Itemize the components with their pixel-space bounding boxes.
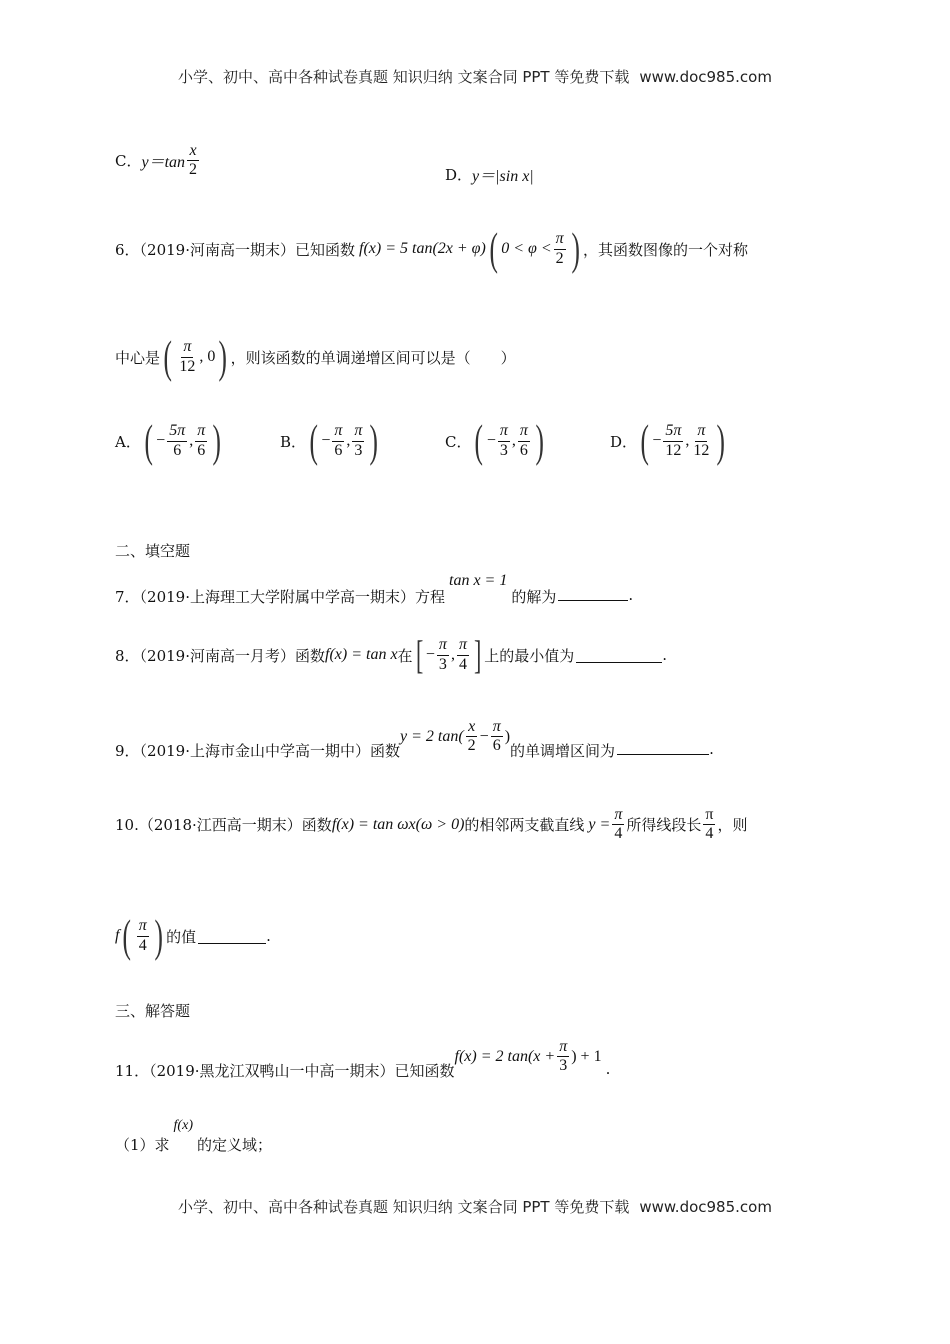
fraction: [332, 422, 344, 460]
question-text: 在: [397, 646, 413, 665]
right-paren: ): [535, 415, 544, 466]
question-text: 6．（2019·河南高一期末）已知函数: [115, 240, 355, 259]
numerator: π: [437, 636, 449, 655]
q8: [115, 632, 668, 677]
denominator: 12: [665, 441, 682, 459]
question-text: 11．（2019·黑龙江双鸭山一中高一期末）已知函数: [115, 1062, 455, 1080]
option-label: A．: [115, 432, 141, 451]
minus-sign: −: [156, 432, 166, 449]
answer-blank[interactable]: [617, 740, 709, 755]
numerator: π: [491, 718, 503, 737]
fraction: [554, 230, 566, 268]
numerator: π: [518, 422, 530, 441]
math-function: f(x): [173, 1118, 193, 1133]
question-text: 的单调增区间为: [510, 742, 616, 760]
denominator: 4: [614, 825, 623, 843]
comma: ,: [450, 646, 455, 663]
section-heading: 三、解答题: [115, 1002, 191, 1020]
question-text: 的值: [166, 927, 197, 946]
question-text: ，则: [717, 816, 748, 835]
denominator: 6: [173, 441, 182, 459]
numerator: π: [612, 806, 624, 825]
option-label: C．: [445, 432, 472, 451]
numerator: 5π: [663, 422, 683, 441]
option-b[interactable]: [280, 415, 445, 466]
numerator: π: [137, 917, 149, 936]
fraction: [691, 422, 711, 460]
minus-sign: −: [479, 727, 489, 745]
period: .: [266, 927, 271, 945]
fraction: [612, 806, 624, 844]
minus-sign: −: [486, 432, 496, 449]
minus-sign: −: [652, 432, 662, 449]
math-function: f(x) = 5 tan(2x + φ): [359, 240, 486, 257]
denominator: 6: [492, 737, 501, 755]
left-bracket: [: [415, 632, 423, 677]
denominator: 3: [354, 441, 363, 459]
q6-options: [115, 415, 755, 466]
math-text: f(x) = 2 tan(x +: [454, 1047, 556, 1065]
option-label: D．: [610, 432, 638, 451]
denominator: 3: [559, 1057, 568, 1075]
math-text: , 0: [199, 348, 216, 365]
question-text: 上的最小值为: [484, 646, 575, 665]
q6-stem-line1: [115, 223, 748, 274]
question-text: 9．（2019·上海市金山中学高一期中）函数: [115, 742, 400, 760]
numerator: 5π: [167, 422, 187, 441]
numerator: π: [498, 422, 510, 441]
numerator: π: [554, 230, 566, 249]
left-paren: (: [489, 223, 498, 274]
fraction: [663, 422, 683, 460]
fraction: [457, 636, 469, 674]
answer-blank[interactable]: [576, 648, 662, 663]
numerator: π: [181, 338, 193, 357]
right-paren: ): [369, 415, 379, 466]
denominator: 2: [189, 161, 198, 179]
comma: ,: [685, 432, 690, 449]
question-text: 的定义域；: [196, 1136, 272, 1154]
comma: ,: [346, 432, 351, 449]
question-text: 7．（2019·上海理工大学附属中学高一期末）方程: [115, 588, 445, 606]
fraction: [557, 1038, 569, 1076]
fraction: [177, 338, 197, 376]
math-text: y =: [588, 815, 611, 833]
left-paren: (: [163, 331, 172, 382]
right-paren: ): [218, 331, 228, 382]
question-text: 10.（2018·江西高一期末）函数: [115, 816, 332, 835]
q5-option-c: [115, 142, 201, 180]
numerator: x: [466, 718, 477, 737]
fraction: [491, 718, 503, 756]
fraction: [466, 718, 478, 756]
q6-stem-line2: [115, 331, 516, 382]
option-c[interactable]: [445, 415, 610, 466]
q9: [115, 718, 714, 761]
denominator: 12: [693, 441, 710, 459]
denominator: 4: [705, 825, 714, 843]
q7: [115, 572, 633, 607]
period: .: [605, 1060, 611, 1078]
q11: [115, 1038, 610, 1081]
denominator: 3: [438, 655, 447, 673]
minus-sign: −: [321, 432, 331, 449]
period: .: [662, 646, 668, 664]
footer-banner: [0, 1196, 950, 1217]
q5-option-d: [445, 163, 534, 186]
header-text: 小学、初中、高中各种试卷真题 知识归纳 文案合同 PPT 等免费下载: [178, 68, 630, 86]
answer-blank[interactable]: [198, 929, 266, 944]
fraction: [352, 422, 364, 460]
right-paren: ): [716, 415, 726, 466]
right-paren: ): [571, 223, 580, 274]
q10-stem-line1: [115, 806, 747, 844]
section-heading: 二、填空题: [115, 542, 191, 560]
period: .: [628, 586, 634, 604]
question-text: 的相邻两支截直线: [464, 816, 585, 835]
answer-blank[interactable]: [558, 586, 628, 601]
denominator: 4: [138, 936, 147, 954]
left-paren: (: [309, 415, 318, 466]
question-text: 的解为: [511, 588, 557, 606]
question-text: （1）求: [115, 1136, 170, 1154]
math-function: f(x) = tan x: [325, 646, 398, 663]
question-text: ，其函数图像的一个对称: [582, 240, 748, 259]
left-paren: (: [640, 415, 649, 466]
math-function: f(x) = tan ωx(ω > 0): [331, 815, 465, 833]
denominator: 2: [555, 249, 564, 267]
period: .: [709, 740, 714, 758]
question-text: ，则该函数的单调递增区间可以是（ ）: [230, 348, 516, 367]
option-d[interactable]: [610, 415, 729, 466]
fraction: [195, 422, 207, 460]
fraction: [167, 422, 187, 460]
fraction: [703, 806, 715, 844]
math-expression: [400, 718, 510, 756]
numerator: π: [352, 422, 364, 441]
numerator: π: [695, 422, 707, 441]
numerator: π: [703, 806, 715, 825]
question-text: 中心是: [115, 348, 161, 367]
denominator: 4: [458, 655, 467, 673]
fraction: [498, 422, 510, 460]
right-paren: ): [212, 415, 222, 466]
denominator: 12: [179, 357, 196, 375]
left-paren: (: [474, 415, 484, 466]
header-url[interactable]: www.doc985.com: [639, 68, 772, 86]
comma: ,: [511, 432, 516, 449]
fraction: [187, 142, 199, 180]
numerator: π: [557, 1038, 569, 1057]
fraction: [437, 636, 449, 674]
denominator: 6: [519, 441, 528, 459]
right-paren: ): [154, 910, 163, 961]
fraction: [518, 422, 530, 460]
option-label: D．: [445, 166, 473, 184]
math-expression: y＝tan: [141, 154, 186, 172]
left-paren: (: [144, 415, 153, 466]
question-text: 8．（2019·河南高一月考）函数: [115, 646, 325, 665]
minus-sign: −: [425, 646, 435, 663]
denominator: 3: [499, 441, 508, 459]
math-equation: tan x = 1: [449, 572, 508, 589]
header-banner: [0, 66, 950, 87]
comma: ,: [189, 432, 194, 449]
option-a[interactable]: [115, 415, 280, 466]
denominator: 6: [197, 441, 206, 459]
math-text: ): [504, 727, 511, 745]
option-label: C．: [115, 152, 142, 171]
question-text: 所得线段长: [626, 816, 702, 835]
math-condition: 0 < φ <: [501, 240, 552, 257]
numerator: π: [332, 422, 344, 441]
numerator: x: [187, 142, 198, 161]
math-function: f: [115, 927, 120, 944]
fraction: [137, 917, 149, 955]
numerator: π: [195, 422, 207, 441]
q11-part1: [115, 1118, 272, 1155]
denominator: 2: [467, 737, 476, 755]
math-expression: [455, 1038, 602, 1076]
numerator: π: [457, 636, 469, 655]
footer-text: 小学、初中、高中各种试卷真题 知识归纳 文案合同 PPT 等免费下载: [178, 1198, 630, 1216]
math-text: y = 2 tan(: [400, 727, 464, 745]
right-bracket: ]: [473, 632, 482, 677]
left-paren: (: [122, 910, 132, 961]
math-text: ) + 1: [571, 1047, 602, 1065]
option-label: B．: [280, 432, 307, 451]
q10-stem-line2: [115, 910, 271, 961]
denominator: 6: [334, 441, 343, 459]
math-expression: y＝|sin x|: [472, 168, 534, 185]
footer-url[interactable]: www.doc985.com: [639, 1198, 772, 1216]
